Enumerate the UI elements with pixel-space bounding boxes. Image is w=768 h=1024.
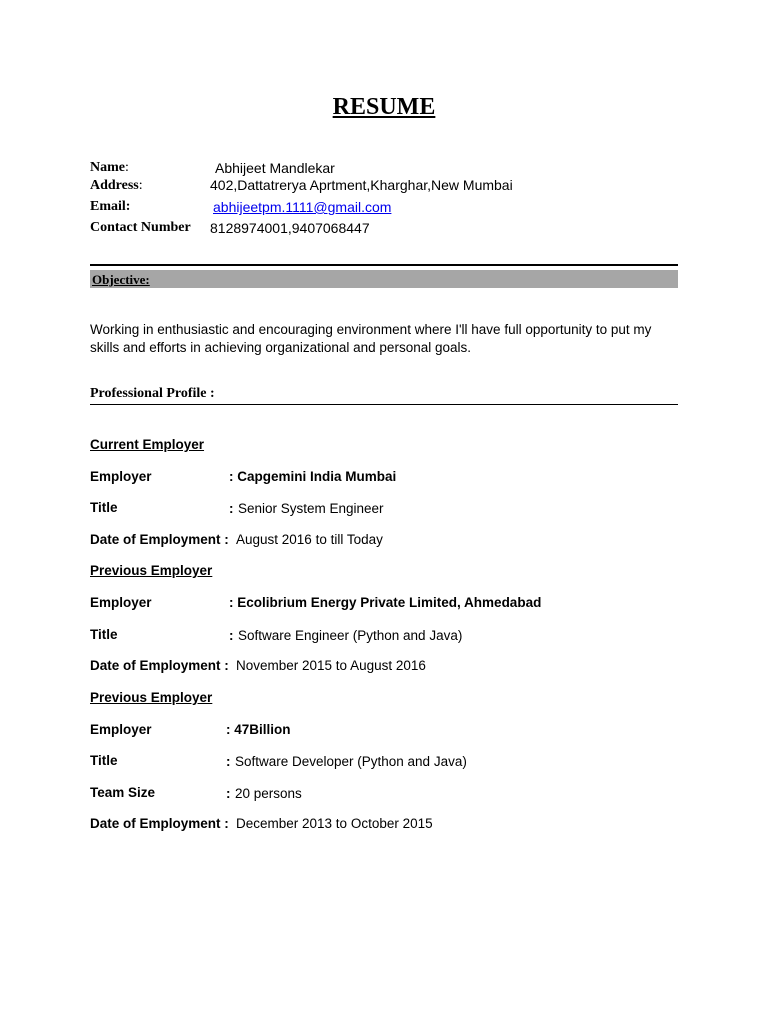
date-value: November 2015 to August 2016 — [236, 658, 426, 673]
date-value: August 2016 to till Today — [236, 532, 383, 547]
date-label: Date of Employment : — [90, 658, 229, 673]
contact-label: Contact Number — [90, 220, 191, 235]
objective-heading: Objective: — [92, 272, 150, 287]
objective-text: Working in enthusiastic and encouraging environment where I'll have full opportunity to put my skills and efforts in achieving organizational and personal goals. — [90, 322, 652, 355]
previous-employer-heading: Previous Employer — [90, 690, 213, 705]
employer-value: : 47Billion — [226, 722, 291, 737]
employer-label: Employer — [90, 469, 152, 484]
professional-profile-rule — [90, 404, 678, 405]
title-label: Title — [90, 753, 118, 768]
name-label: Name: — [90, 160, 129, 175]
employer-value: : Ecolibrium Energy Private Limited, Ahmedabad — [229, 595, 542, 610]
date-label: Date of Employment : — [90, 532, 229, 547]
previous-employer-heading: Previous Employer — [90, 563, 213, 578]
team-size-label: Team Size — [90, 785, 156, 800]
title-row-value: : Software Engineer (Python and Java) — [229, 628, 463, 643]
team-size-value: : 20 persons — [226, 786, 302, 801]
email-link[interactable]: abhijeetpm.1111@gmail.com — [213, 199, 392, 215]
address-value: 402,Dattatrerya Aprtment,Kharghar,New Mumbai — [210, 177, 513, 193]
address-label: Address: — [90, 178, 143, 193]
email-label: Email: — [90, 199, 131, 214]
date-value: December 2013 to October 2015 — [236, 816, 433, 831]
contact-value: 8128974001,9407068447 — [210, 220, 370, 236]
date-label: Date of Employment : — [90, 816, 229, 831]
employer-value: : Capgemini India Mumbai — [229, 469, 397, 484]
professional-profile-heading: Professional Profile : — [90, 386, 215, 401]
objective-heading-bar — [90, 270, 678, 288]
resume-title: RESUME — [332, 94, 436, 120]
title-label: Title — [90, 500, 118, 515]
title-label: Title — [90, 627, 118, 642]
employer-label: Employer — [90, 722, 152, 737]
title-row-value: : Senior System Engineer — [229, 501, 384, 516]
employer-label: Employer — [90, 595, 152, 610]
title-row-value: : Software Developer (Python and Java) — [226, 754, 467, 769]
current-employer-heading: Current Employer — [90, 437, 205, 452]
name-value: Abhijeet Mandlekar — [215, 160, 335, 176]
objective-top-rule — [90, 264, 678, 266]
